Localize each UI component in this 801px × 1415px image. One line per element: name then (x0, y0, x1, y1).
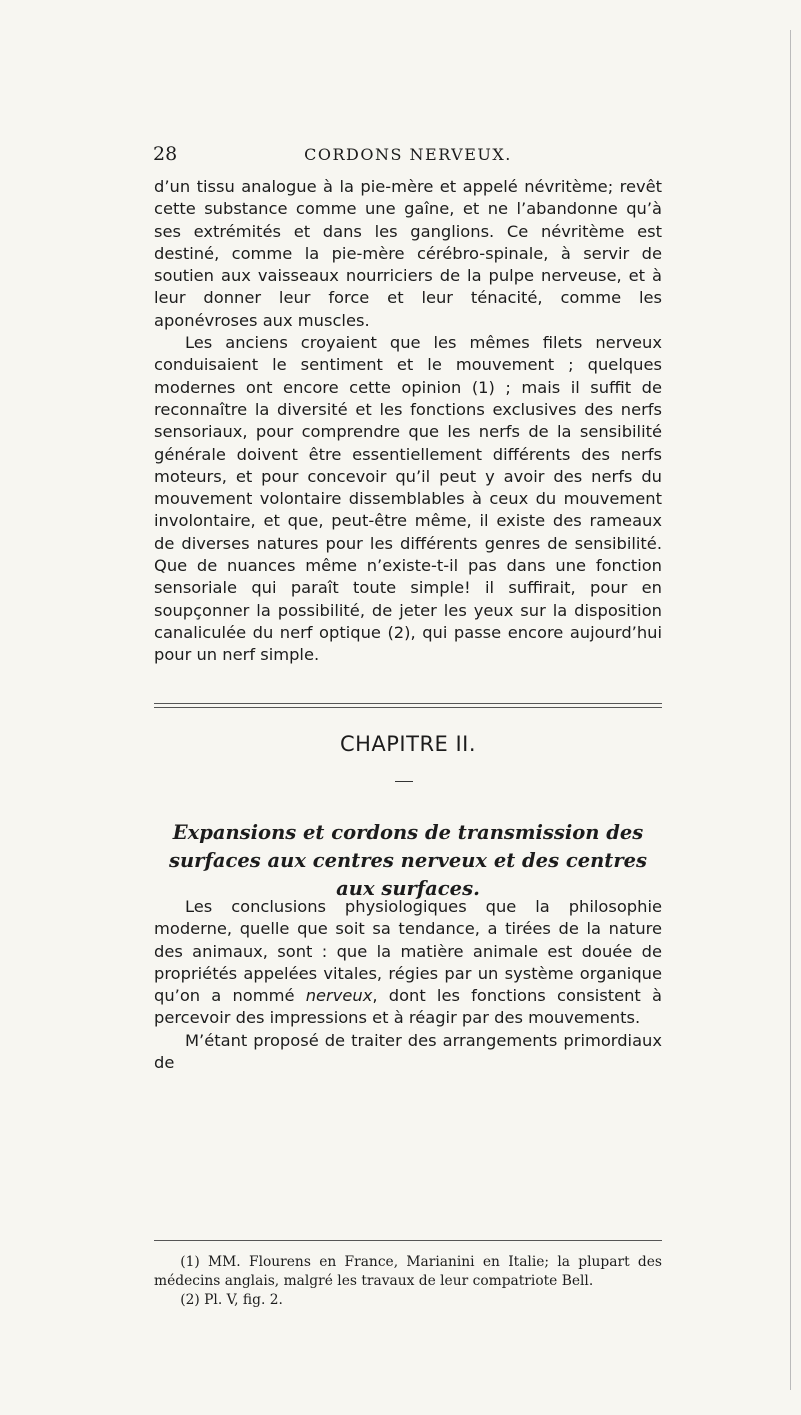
paragraph-text: Les conclusions physiologiques que la philosophie moderne, quelle que soit sa tendance, a tirées de la nature des animaux, sont : que la matière animale est douée de propriétés appelées vitales, régies par un système organique qu’on a nommé (154, 897, 662, 1006)
paragraph: Les anciens croyaient que les mêmes filets nerveux conduisaient le sentiment et le mouvement ; quelques modernes ont encore cette opinion (1) ; mais il suffit de reconnaître la diversité et les fonctions exclusives des nerfs sensoriaux, pour comprendre que les nerfs de la sensibilité générale doivent être essentiellement différents des nerfs moteurs, et pour concevoir qu’il peut y avoir des nerfs du mouvement volontaire dissemblables à ceux du mouvement involontaire, et que, peut-être même, il existe des rameaux de diverses natures pour les différents genres de sensibilité. Que de nuances même n’existe-t-il pas dans une fonction sensoriale qui paraît toute simple! il suffirait, pour en soupçonner la possibilité, de jeter les yeux sur la disposition canaliculée du nerf optique (2), qui passe encore aujourd’hui pour un nerf simple. (154, 333, 662, 665)
ornament-dash (395, 781, 413, 782)
italic-term: nerveux (305, 986, 373, 1006)
page-edge-shadow (790, 30, 791, 1390)
paragraph: M’étant proposé de traiter des arrangements primordiaux de (154, 1030, 662, 1073)
paragraph-text: , dont les fonctions consistent à percevoir des impressions et à réagir par des mouvements. (154, 986, 662, 1028)
running-title: CORDONS NERVEUX. (304, 145, 512, 164)
body-text-chapter (154, 896, 662, 1074)
footnote: (2) Pl. V, fig. 2. (180, 1292, 283, 1308)
footnotes (154, 1253, 662, 1310)
body-text-top (154, 176, 662, 667)
footnote-rule (154, 1240, 662, 1241)
chapter-title: Expansions et cordons de transmission des surfaces aux centres nerveux et des centres aux surfaces. (169, 821, 647, 900)
chapter-heading: CHAPITRE II. (339, 732, 477, 756)
paragraph (154, 896, 662, 1030)
section-divider (154, 703, 662, 708)
paragraph: d’un tissu analogue à la pie-mère et appelé névritème; revêt cette substance comme une gaîne, et ne l’abandonne qu’à ses extrémités et dans les ganglions. Ce névritème est destiné, comme la pie-mère cérébro-spinale, à servir de soutien aux vaisseaux nourriciers de la pulpe nerveuse, et à leur donner leur force et leur ténacité, comme les aponévroses aux muscles. (154, 177, 662, 330)
page-number: 28 (153, 143, 178, 165)
footnote: (1) MM. Flourens en France, Marianini en Italie; la plupart des médecins anglais, malgré les travaux de leur compatriote Bell. (154, 1254, 662, 1289)
page-header (153, 143, 663, 169)
